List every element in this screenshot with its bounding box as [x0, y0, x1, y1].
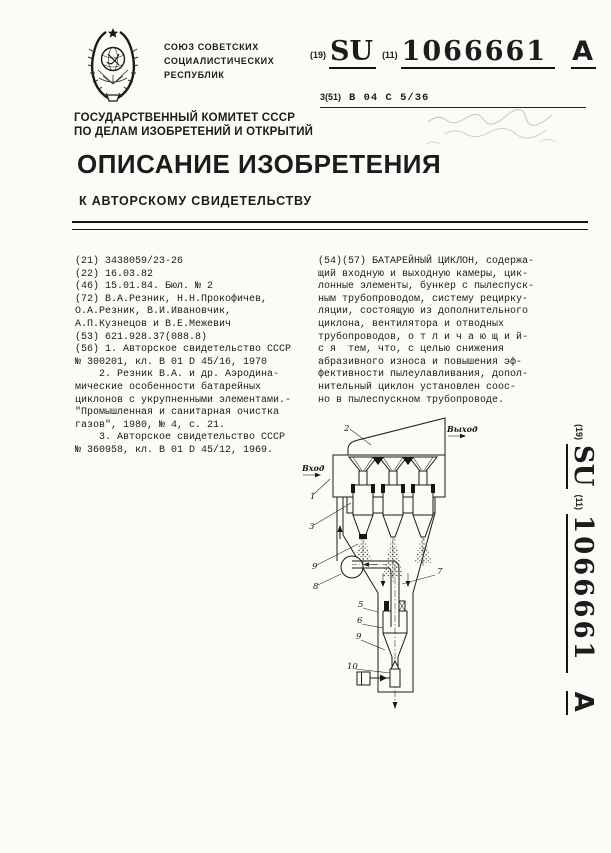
ipc-line	[320, 92, 586, 108]
ipc-prefix: 3(51)	[320, 92, 342, 102]
union-name: СОЮЗ СОВЕТСКИХ СОЦИАЛИСТИЧЕСКИХ РЕСПУБЛИК	[164, 42, 275, 80]
document-title: ОПИСАНИЕ ИЗОБРЕТЕНИЯ	[77, 149, 442, 179]
down-flow-arrow	[393, 702, 398, 709]
code-11-label: (11)	[382, 50, 398, 60]
outlet-label: Выход	[447, 424, 478, 434]
ref-3: 3	[309, 522, 315, 532]
valve-drive	[357, 672, 370, 685]
ipc-class: B 04 C 5/36	[349, 92, 430, 104]
bibliographic-column: (21) 3438059/23-26 (22) 16.03.82 (46) 15.01.84. Бюл. № 2 (72) В.А.Резник, Н.Н.Прокофичев, О.А.Резник, В.И.Ивановчик, А.П.Кузнецов и В.Е.Межевич (53) 621.928.37(088.8) (56) 1. Авторское свидетельство СССР № 300201, кл. B 01 D 45/16, 1970 2. Резник В.А. и др. Аэродина- мические особенности батарейных циклонов с укрупненными элементами.- "Промышленная и санитарная очистка газов", 1980, № 4, с. 21. 3. Авторское свидетельство СССР № 360958, кл. B 01 D 45/12, 1969.	[75, 256, 292, 456]
side-code-19: (19)	[574, 424, 584, 441]
ref-8: 8	[313, 582, 319, 592]
cyclone-elements	[349, 457, 437, 539]
committee-name: ГОСУДАРСТВЕННЫЙ КОМИТЕТ СССР ПО ДЕЛАМ ИЗОБРЕТЕНИЙ И ОТКРЫТИЙ	[74, 112, 314, 138]
ref-5: 5	[358, 600, 364, 610]
figure-battery-cyclone	[295, 415, 507, 711]
inlet-label: Вход	[302, 463, 325, 473]
up-flow-arrow	[337, 525, 342, 532]
side-country-code: SU	[566, 444, 596, 489]
ref-7: 7	[437, 567, 443, 577]
recirculation-fan	[341, 556, 363, 578]
publication-header	[310, 38, 596, 69]
outlet-chamber	[348, 418, 445, 455]
document-subtitle: К АВТОРСКОМУ СВИДЕТЕЛЬСТВУ	[79, 194, 312, 208]
ref-10: 10	[347, 662, 358, 672]
dust-spray	[354, 539, 432, 577]
side-kind-code: A	[566, 691, 596, 715]
publication-number: 1066661	[401, 38, 556, 69]
side-number: 1066661	[566, 514, 596, 673]
ref-1: 1	[310, 492, 316, 502]
kind-code: A	[571, 38, 596, 69]
country-code: SU	[329, 38, 376, 69]
ref-9-upper: 9	[312, 562, 318, 572]
ussr-coat-of-arms-icon	[86, 26, 140, 102]
ref-9-lower: 9	[356, 632, 362, 642]
side-publication-number	[566, 424, 596, 715]
side-code-11: (11)	[574, 494, 584, 510]
ref-6: 6	[357, 616, 363, 626]
handwritten-stamp-mark	[420, 108, 592, 154]
abstract-column: (54)(57) БАТАРЕЙНЫЙ ЦИКЛОН, содержа- щий входную и выходную камеры, цик- лонные элементы, бункер с пылеспуск- ным трубопроводом, систему рецирку- ляции, состоящую из дополнительного циклона, вентилятора и отводных трубопроводов, о т л и ч а ю щ и й- с я тем, что, с целью снижения абразивного износа и повышения эф- фективности пылеулавливания, допол- нительный циклон установлен соос- но в пылеспускном трубопроводе.	[318, 256, 535, 406]
code-19-label: (19)	[310, 50, 327, 60]
header-divider	[72, 221, 588, 230]
ref-2: 2	[344, 424, 350, 434]
